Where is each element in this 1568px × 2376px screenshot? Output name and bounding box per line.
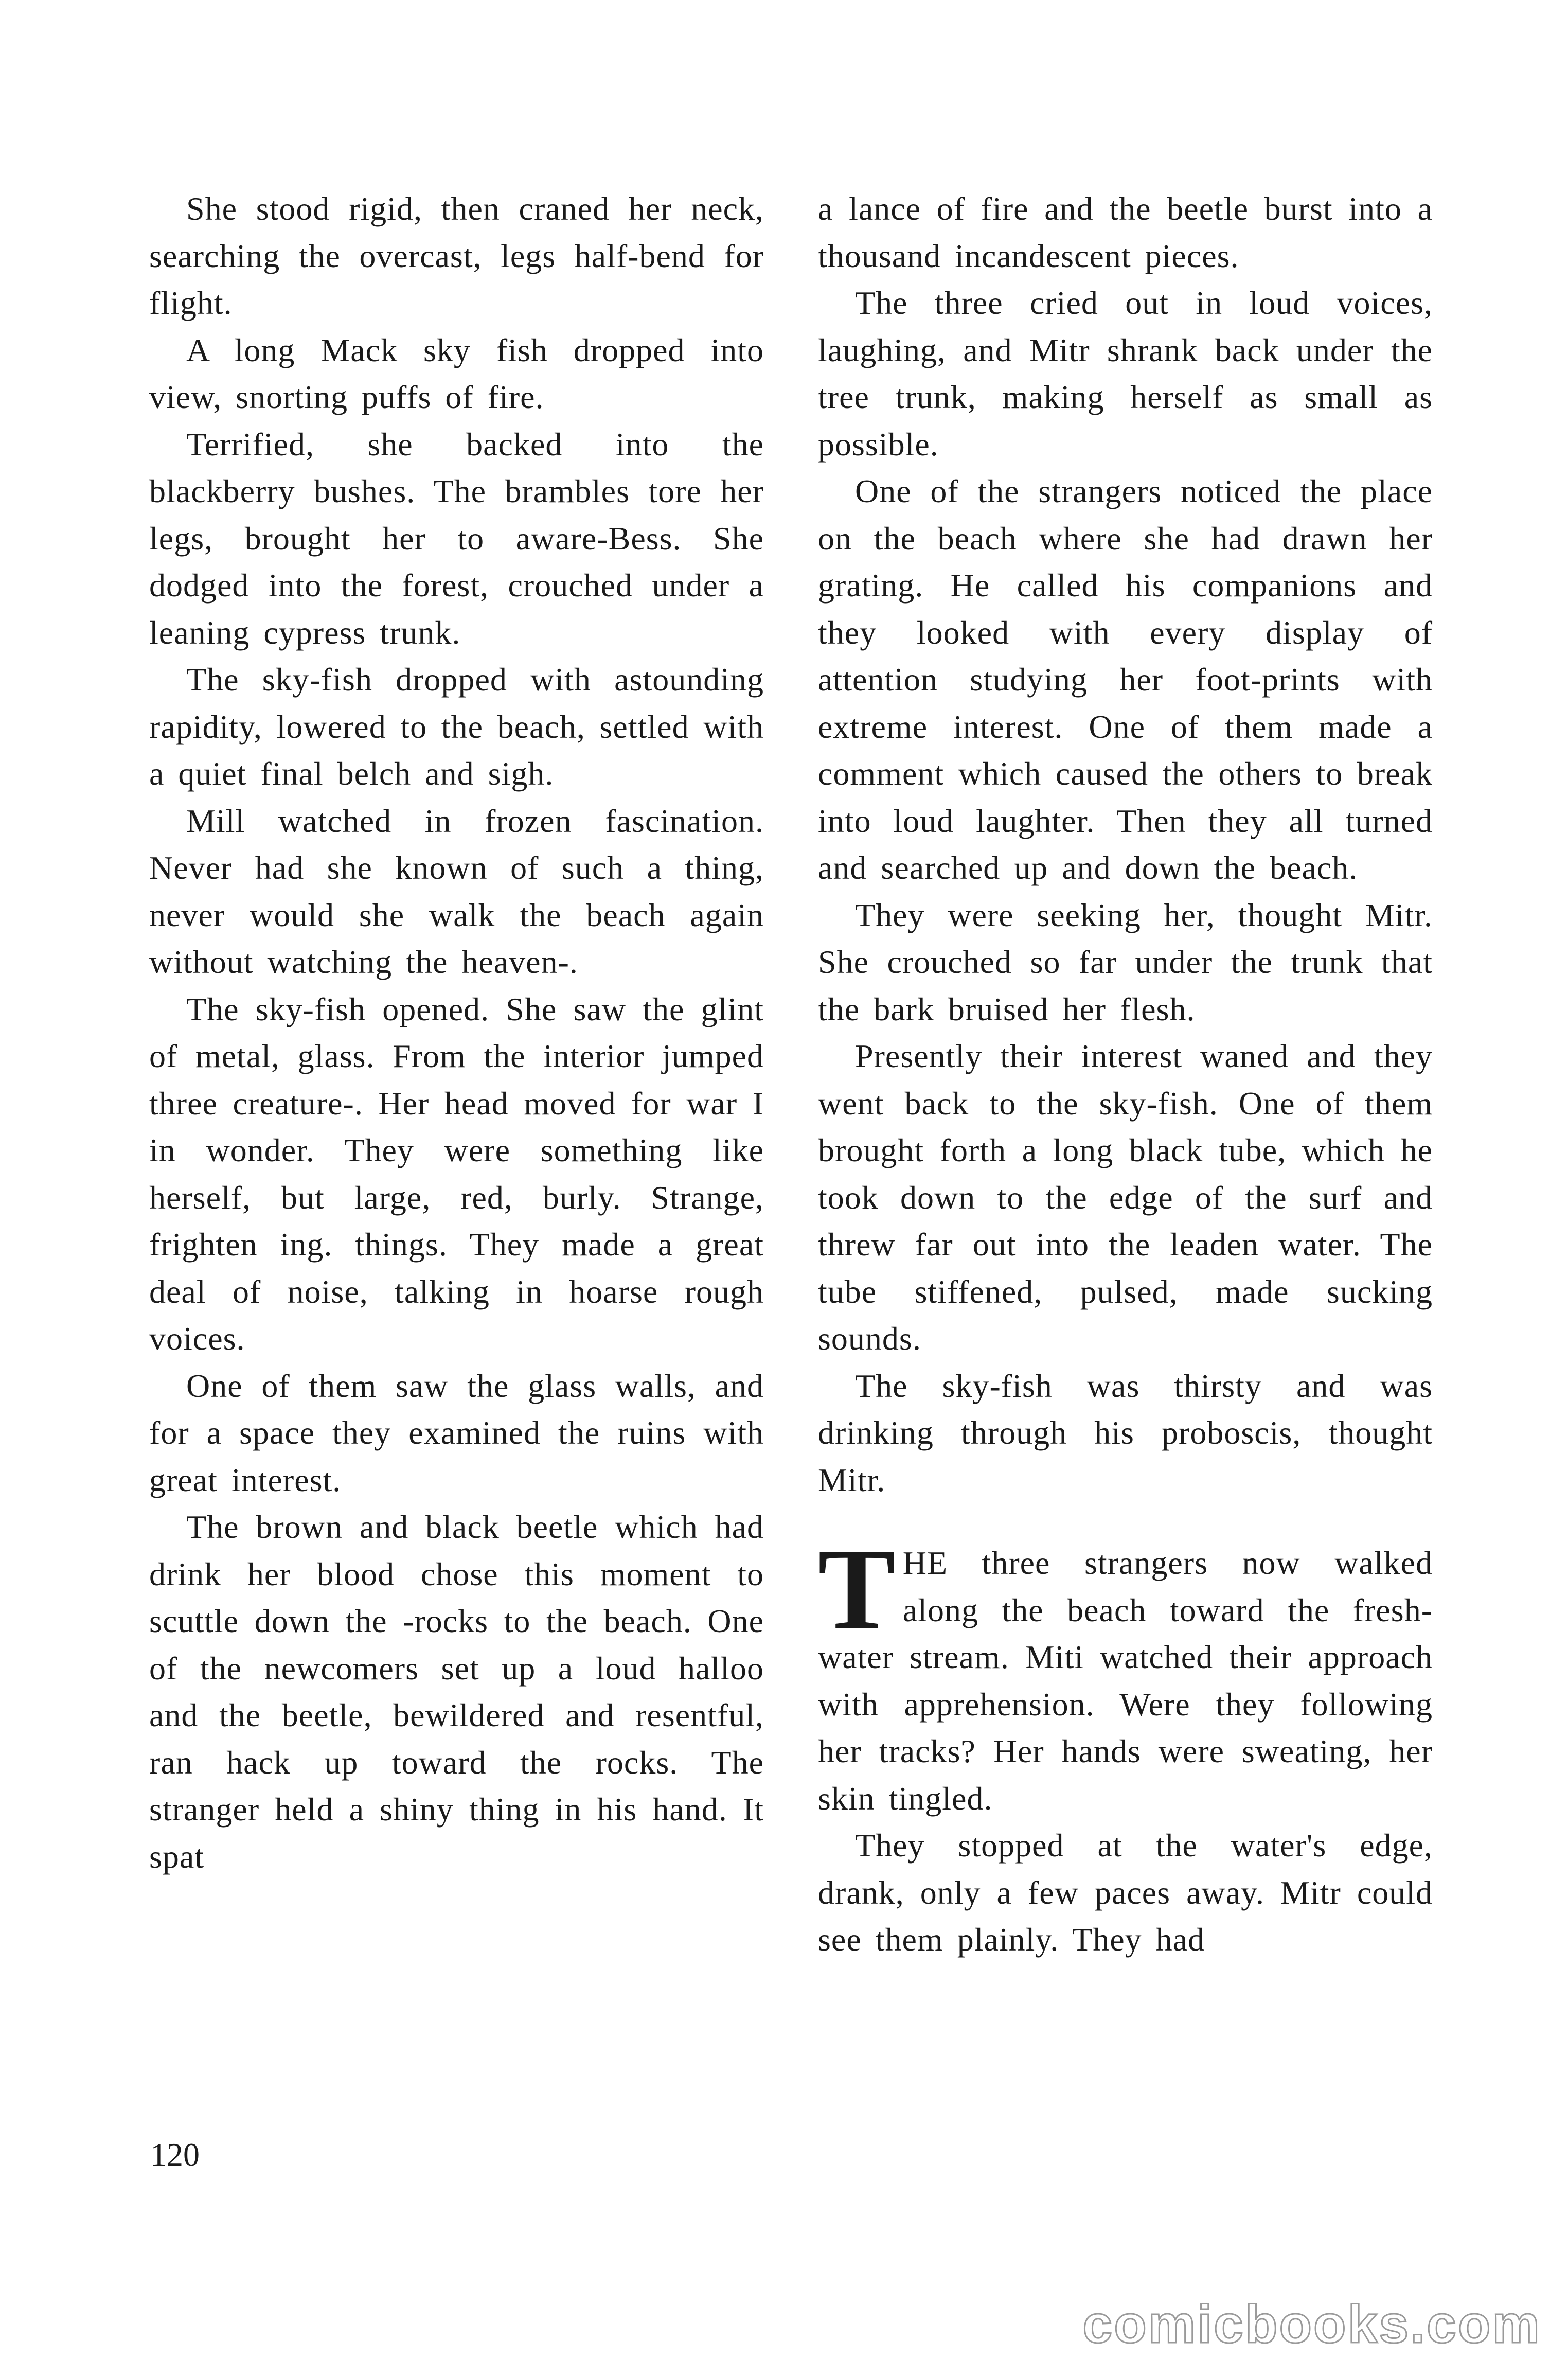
paragraph: One of the strangers noticed the place on the beach where she had drawn her grating. He called his companions and they looked with every display of attention studying her foot-prints with extreme interest. One of them made a comment which caused the others to break into loud laughter. Then they all turned and searched up and down the beach. bbox=[818, 473, 1433, 886]
page-number: 120 bbox=[150, 2136, 200, 2173]
watermark: comicbooks.com bbox=[1082, 2295, 1541, 2354]
right-column bbox=[818, 185, 1433, 1963]
drop-cap-letter: T bbox=[818, 1524, 896, 1653]
drop-cap-paragraph bbox=[818, 1524, 1433, 1822]
paragraph: The three cried out in loud voices, laughing, and Mitr shrank back under the tree trunk, making herself as small as possible. bbox=[818, 285, 1433, 463]
paragraph: The sky-fish dropped with astounding rapidity, lowered to the beach, settled with a quiet final belch and sigh. bbox=[149, 661, 764, 792]
paragraph: Mill watched in frozen fascination. Never had she known of such a thing, never would she walk the beach again without watching the heaven-. bbox=[149, 802, 764, 980]
paragraph: The brown and black beetle which had drink her blood chose this moment to scuttle down the -rocks to the beach. One of the newcomers set up a loud halloo and the beetle, bewildered and resentful, ran hack up toward the rocks. The stranger held a shiny thing in his hand. It spat bbox=[149, 1509, 764, 1875]
paragraph: Terrified, she backed into the blackberry bushes. The brambles tore her legs, brought her to aware-Bess. She dodged into the forest, crouched under a leaning cypress trunk. bbox=[149, 425, 764, 651]
paragraph: A long Mack sky fish dropped into view, snorting puffs of fire. bbox=[149, 331, 764, 415]
left-column bbox=[149, 185, 764, 1880]
drop-cap-paragraph-text: HE three strangers now walked along the beach toward the fresh-water stream. Miti watched their approach with apprehension. Were they following her tracks? Her hands were sweating, her skin tingled. bbox=[818, 1545, 1433, 1817]
paragraph-continued: a lance of fire and the beetle burst into a thousand incandescent pieces. bbox=[818, 190, 1433, 274]
section-break-spacer bbox=[818, 1503, 1433, 1539]
paragraph: She stood rigid, then craned her neck, searching the overcast, legs half-bend for flight. bbox=[149, 190, 764, 321]
paragraph: The sky-fish was thirsty and was drinking through his proboscis, thought Mitr. bbox=[818, 1367, 1433, 1498]
paragraph: They were seeking her, thought Mitr. She crouched so far under the trunk that the bark bruised her flesh. bbox=[818, 896, 1433, 1027]
paragraph: They stopped at the water's edge, drank, only a few paces away. Mitr could see them plainly. They had bbox=[818, 1827, 1433, 1958]
paragraph: One of them saw the glass walls, and for a space they examined the ruins with great interest. bbox=[149, 1367, 764, 1498]
paragraph: Presently their interest waned and they went back to the sky-fish. One of them brought forth a long black tube, which he took down to the edge of the surf and threw far out into the leaden water. The tube stiffened, pulsed, made sucking sounds. bbox=[818, 1038, 1433, 1357]
paragraph: The sky-fish opened. She saw the glint of metal, glass. From the interior jumped three creature-. Her head moved for war I in wonder. They were something like herself, but large, red, burly. Strange, frighten ing. things. They made a great deal of noise, talking in hoarse rough voices. bbox=[149, 990, 764, 1357]
